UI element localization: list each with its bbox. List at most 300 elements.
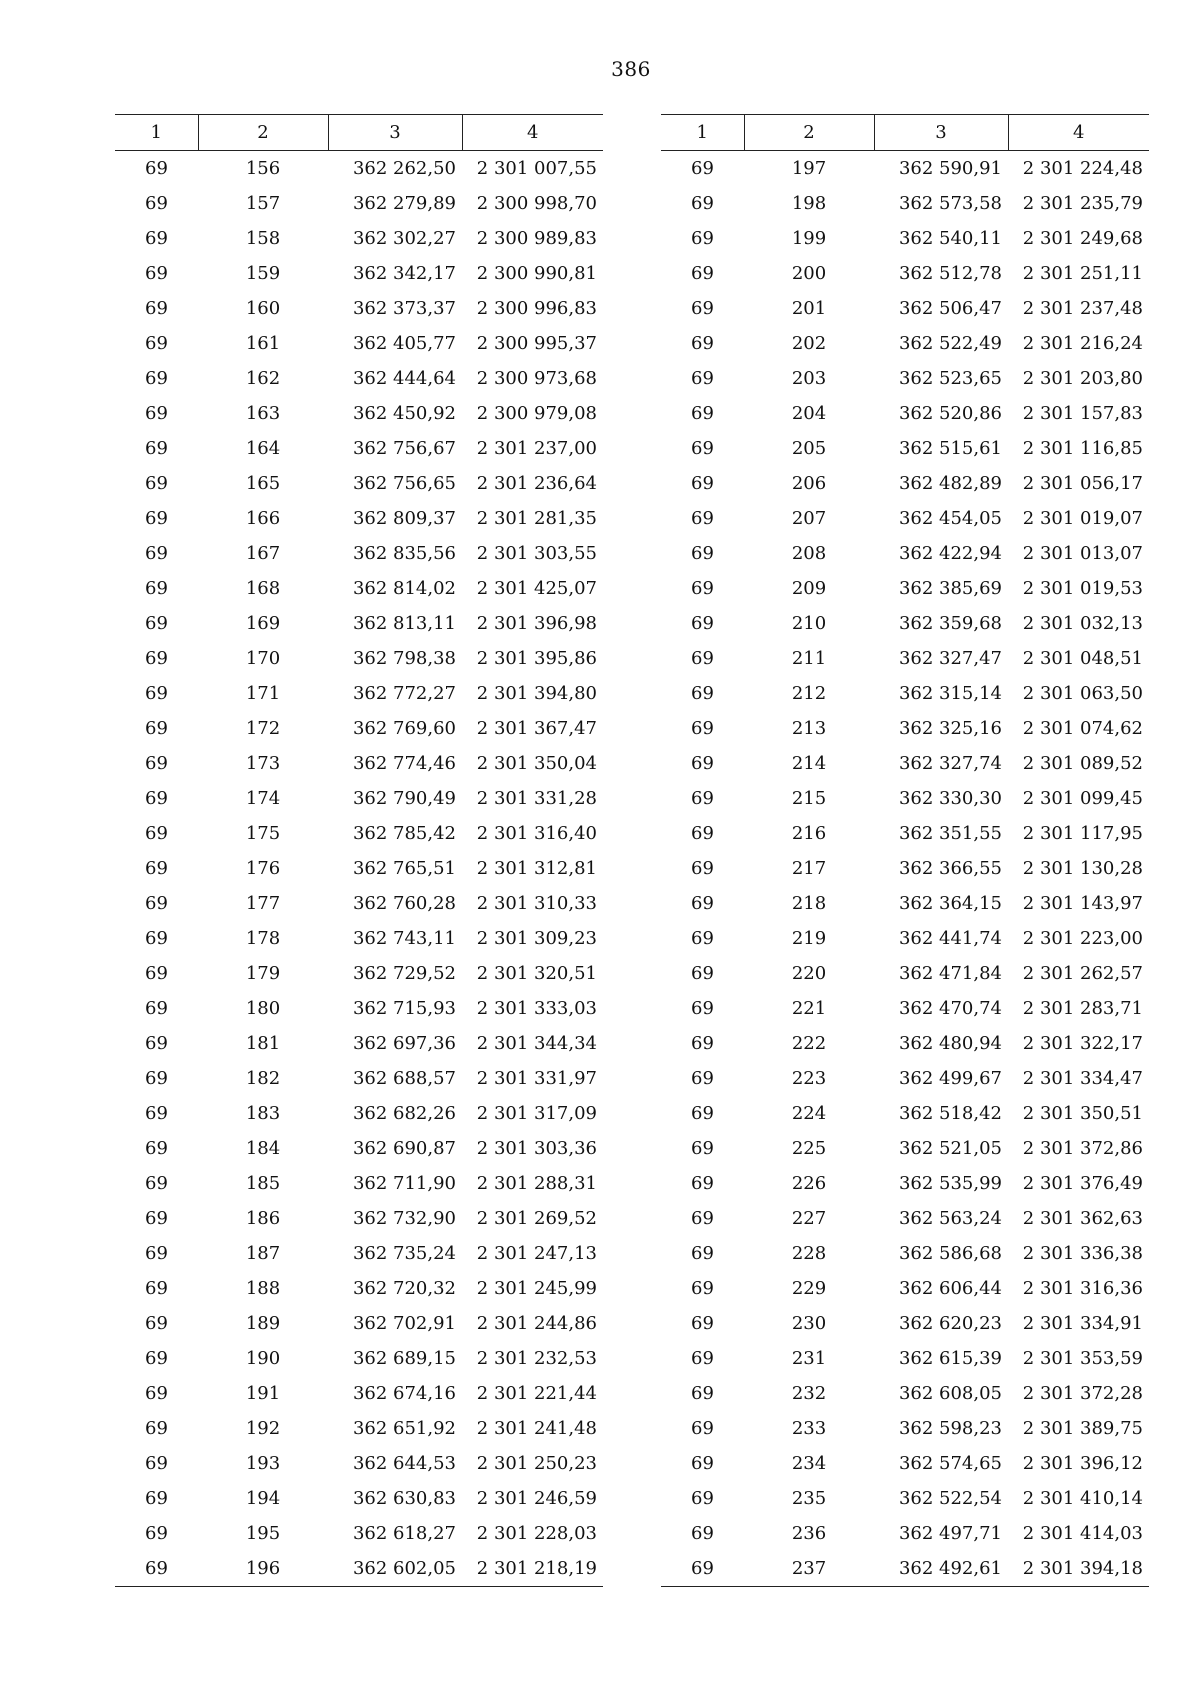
cell-coordinate-y: 2 301 241,48 <box>476 1418 597 1439</box>
column-header-2: 2 <box>198 115 328 151</box>
cell-contour-number: 69 <box>145 1453 168 1474</box>
cell-point-number: 170 <box>245 648 281 669</box>
table-row <box>661 256 1149 291</box>
cell-coordinate-y: 2 301 316,36 <box>1022 1278 1143 1299</box>
cell-coordinate-y: 2 301 353,59 <box>1022 1348 1143 1369</box>
table-row <box>115 361 603 396</box>
cell-point-number: 198 <box>791 193 827 214</box>
cell-coordinate-y: 2 301 414,03 <box>1022 1523 1143 1544</box>
cell-contour-number: 69 <box>145 263 168 284</box>
cell-point-number: 227 <box>791 1208 827 1229</box>
table-row <box>115 921 603 956</box>
cell-coordinate-y: 2 301 395,86 <box>476 648 597 669</box>
cell-contour-number: 69 <box>145 543 168 564</box>
cell-contour-number: 69 <box>691 578 714 599</box>
cell-coordinate-y: 2 300 979,08 <box>476 403 597 424</box>
cell-contour-number: 69 <box>691 683 714 704</box>
cell-point-number: 177 <box>245 893 281 914</box>
cell-point-number: 206 <box>791 473 827 494</box>
cell-contour-number: 69 <box>145 368 168 389</box>
cell-contour-number: 69 <box>145 928 168 949</box>
cell-coordinate-y: 2 301 320,51 <box>476 963 597 984</box>
table-row <box>661 396 1149 431</box>
cell-coordinate-y: 2 301 247,13 <box>476 1243 597 1264</box>
table-row <box>115 781 603 816</box>
cell-contour-number: 69 <box>145 1418 168 1439</box>
cell-point-number: 197 <box>791 158 827 179</box>
cell-coordinate-y: 2 300 995,37 <box>476 333 597 354</box>
cell-coordinate-x: 362 756,67 <box>352 438 456 459</box>
cell-coordinate-x: 362 450,92 <box>352 403 456 424</box>
cell-coordinate-y: 2 301 396,12 <box>1022 1453 1143 1474</box>
table-row <box>115 1341 603 1376</box>
cell-coordinate-y: 2 301 269,52 <box>476 1208 597 1229</box>
column-header-1: 1 <box>115 115 198 151</box>
table-row <box>115 1166 603 1201</box>
table-row <box>661 571 1149 606</box>
table-row <box>115 746 603 781</box>
cell-coordinate-y: 2 301 376,49 <box>1022 1173 1143 1194</box>
cell-coordinate-y: 2 301 223,00 <box>1022 928 1143 949</box>
cell-coordinate-x: 362 405,77 <box>352 333 456 354</box>
cell-coordinate-x: 362 785,42 <box>352 823 456 844</box>
table-row <box>115 991 603 1026</box>
table-row <box>115 501 603 536</box>
table-row <box>115 1236 603 1271</box>
cell-point-number: 181 <box>245 1033 281 1054</box>
cell-coordinate-y: 2 301 228,03 <box>476 1523 597 1544</box>
cell-coordinate-x: 362 606,44 <box>898 1278 1002 1299</box>
cell-contour-number: 69 <box>145 1313 168 1334</box>
table-row <box>115 676 603 711</box>
cell-contour-number: 69 <box>145 1278 168 1299</box>
cell-coordinate-y: 2 301 333,03 <box>476 998 597 1019</box>
cell-point-number: 175 <box>245 823 281 844</box>
table-row <box>661 1271 1149 1306</box>
cell-point-number: 213 <box>791 718 827 739</box>
cell-coordinate-x: 362 523,65 <box>898 368 1002 389</box>
table-row <box>115 1376 603 1411</box>
table-row <box>661 851 1149 886</box>
cell-coordinate-y: 2 301 309,23 <box>476 928 597 949</box>
cell-contour-number: 69 <box>691 193 714 214</box>
table-row <box>661 1481 1149 1516</box>
cell-point-number: 215 <box>791 788 827 809</box>
table-row <box>115 1061 603 1096</box>
cell-coordinate-x: 362 262,50 <box>352 158 456 179</box>
cell-coordinate-y: 2 301 350,04 <box>476 753 597 774</box>
cell-point-number: 230 <box>791 1313 827 1334</box>
cell-coordinate-x: 362 359,68 <box>898 613 1002 634</box>
cell-coordinate-x: 362 615,39 <box>898 1348 1002 1369</box>
cell-coordinate-y: 2 301 372,28 <box>1022 1383 1143 1404</box>
cell-coordinate-y: 2 301 394,80 <box>476 683 597 704</box>
table-row <box>661 151 1149 187</box>
cell-coordinate-x: 362 492,61 <box>874 1551 1008 1587</box>
cell-point-number: 172 <box>245 718 281 739</box>
cell-coordinate-x: 362 373,37 <box>352 298 456 319</box>
cell-contour-number: 69 <box>691 158 714 179</box>
table-row <box>115 886 603 921</box>
cell-coordinate-x: 362 325,16 <box>898 718 1002 739</box>
table-row <box>115 1481 603 1516</box>
cell-coordinate-y: 2 301 410,14 <box>1022 1488 1143 1509</box>
cell-contour-number: 69 <box>691 1383 714 1404</box>
cell-point-number: 193 <box>245 1453 281 1474</box>
cell-coordinate-y: 2 300 996,83 <box>476 298 597 319</box>
table-row <box>661 466 1149 501</box>
cell-contour-number: 69 <box>145 718 168 739</box>
cell-point-number: 233 <box>791 1418 827 1439</box>
cell-coordinate-y: 2 301 116,85 <box>1022 438 1143 459</box>
cell-coordinate-x: 362 735,24 <box>352 1243 456 1264</box>
table-row <box>661 1446 1149 1481</box>
cell-coordinate-y: 2 301 322,17 <box>1022 1033 1143 1054</box>
table-row <box>661 361 1149 396</box>
coordinates-table-right <box>661 114 1149 1587</box>
cell-point-number: 184 <box>245 1138 281 1159</box>
cell-coordinate-y: 2 301 235,79 <box>1022 193 1143 214</box>
table-row <box>661 1096 1149 1131</box>
cell-contour-number: 69 <box>145 1488 168 1509</box>
cell-coordinate-x: 362 765,51 <box>352 858 456 879</box>
cell-contour-number: 69 <box>145 648 168 669</box>
cell-coordinate-x: 362 342,17 <box>352 263 456 284</box>
table-row <box>115 1201 603 1236</box>
cell-coordinate-y: 2 301 251,11 <box>1022 263 1143 284</box>
cell-coordinate-x: 362 732,90 <box>352 1208 456 1229</box>
cell-coordinate-y: 2 301 203,80 <box>1022 368 1143 389</box>
cell-coordinate-y: 2 301 032,13 <box>1022 613 1143 634</box>
cell-contour-number: 69 <box>145 193 168 214</box>
cell-point-number: 195 <box>245 1523 281 1544</box>
table-row <box>661 291 1149 326</box>
cell-contour-number: 69 <box>691 1103 714 1124</box>
cell-point-number: 171 <box>245 683 281 704</box>
table-row <box>661 1061 1149 1096</box>
table-row <box>115 606 603 641</box>
column-header-2: 2 <box>744 115 874 151</box>
cell-contour-number: 69 <box>145 228 168 249</box>
cell-point-number: 204 <box>791 403 827 424</box>
cell-coordinate-x: 362 756,65 <box>352 473 456 494</box>
cell-point-number: 205 <box>791 438 827 459</box>
cell-point-number: 189 <box>245 1313 281 1334</box>
cell-contour-number: 69 <box>691 1348 714 1369</box>
table-row <box>661 536 1149 571</box>
cell-contour-number: 69 <box>691 1523 714 1544</box>
table-row <box>115 956 603 991</box>
cell-coordinate-y: 2 301 232,53 <box>476 1348 597 1369</box>
table-row <box>115 1096 603 1131</box>
cell-point-number: 207 <box>791 508 827 529</box>
cell-contour-number: 69 <box>145 333 168 354</box>
cell-coordinate-y: 2 301 048,51 <box>1022 648 1143 669</box>
cell-coordinate-x: 362 690,87 <box>352 1138 456 1159</box>
cell-contour-number: 69 <box>691 1138 714 1159</box>
column-header-3: 3 <box>874 115 1008 151</box>
cell-coordinate-x: 362 590,91 <box>898 158 1002 179</box>
cell-contour-number: 69 <box>145 1103 168 1124</box>
cell-point-number: 212 <box>791 683 827 704</box>
table-row <box>115 536 603 571</box>
cell-point-number: 216 <box>791 823 827 844</box>
cell-coordinate-y: 2 301 317,09 <box>476 1103 597 1124</box>
cell-coordinate-x: 362 574,65 <box>898 1453 1002 1474</box>
table-row <box>115 816 603 851</box>
cell-coordinate-y: 2 301 331,28 <box>476 788 597 809</box>
table-row <box>661 1341 1149 1376</box>
cell-coordinate-x: 362 674,16 <box>352 1383 456 1404</box>
cell-contour-number: 69 <box>691 438 714 459</box>
table-row <box>115 396 603 431</box>
cell-point-number: 161 <box>245 333 281 354</box>
cell-coordinate-x: 362 512,78 <box>898 263 1002 284</box>
table-row <box>661 956 1149 991</box>
cell-coordinate-y: 2 300 990,81 <box>476 263 597 284</box>
cell-coordinate-x: 362 302,27 <box>352 228 456 249</box>
cell-point-number: 179 <box>245 963 281 984</box>
cell-contour-number: 69 <box>145 473 168 494</box>
cell-point-number: 208 <box>791 543 827 564</box>
table-row <box>115 1551 603 1587</box>
cell-coordinate-y: 2 301 221,44 <box>476 1383 597 1404</box>
cell-coordinate-x: 362 515,61 <box>898 438 1002 459</box>
cell-point-number: 167 <box>245 543 281 564</box>
cell-contour-number: 69 <box>691 1488 714 1509</box>
cell-contour-number: 69 <box>145 1068 168 1089</box>
cell-contour-number: 69 <box>691 788 714 809</box>
table-row <box>661 1131 1149 1166</box>
cell-point-number: 190 <box>245 1348 281 1369</box>
table-row <box>661 991 1149 1026</box>
cell-point-number: 186 <box>245 1208 281 1229</box>
cell-coordinate-x: 362 720,32 <box>352 1278 456 1299</box>
table-row <box>115 1026 603 1061</box>
cell-coordinate-x: 362 351,55 <box>898 823 1002 844</box>
cell-coordinate-x: 362 772,27 <box>352 683 456 704</box>
cell-coordinate-x: 362 518,42 <box>898 1103 1002 1124</box>
cell-contour-number: 69 <box>691 228 714 249</box>
table-row <box>115 326 603 361</box>
cell-coordinate-y: 2 301 303,55 <box>476 543 597 564</box>
cell-coordinate-y: 2 301 245,99 <box>476 1278 597 1299</box>
cell-contour-number: 69 <box>145 1243 168 1264</box>
column-header-4: 4 <box>462 115 603 151</box>
cell-point-number: 224 <box>791 1103 827 1124</box>
cell-coordinate-x: 362 497,71 <box>898 1523 1002 1544</box>
table-row <box>115 221 603 256</box>
table-row <box>115 641 603 676</box>
cell-contour-number: 69 <box>691 998 714 1019</box>
cell-contour-number: 69 <box>691 1068 714 1089</box>
cell-coordinate-y: 2 301 389,75 <box>1022 1418 1143 1439</box>
cell-contour-number: 69 <box>145 158 168 179</box>
cell-coordinate-x: 362 769,60 <box>352 718 456 739</box>
table-row <box>115 1306 603 1341</box>
cell-contour-number: 69 <box>145 858 168 879</box>
table-row <box>661 1236 1149 1271</box>
cell-coordinate-y: 2 301 218,19 <box>462 1551 603 1587</box>
cell-point-number: 231 <box>791 1348 827 1369</box>
cell-point-number: 218 <box>791 893 827 914</box>
cell-coordinate-y: 2 301 007,55 <box>476 158 597 179</box>
cell-contour-number: 69 <box>145 438 168 459</box>
cell-coordinate-y: 2 301 056,17 <box>1022 473 1143 494</box>
cell-coordinate-x: 362 598,23 <box>898 1418 1002 1439</box>
cell-point-number: 164 <box>245 438 281 459</box>
cell-coordinate-x: 362 520,86 <box>898 403 1002 424</box>
cell-point-number: 180 <box>245 998 281 1019</box>
table-row <box>661 326 1149 361</box>
cell-coordinate-x: 362 651,92 <box>352 1418 456 1439</box>
cell-coordinate-y: 2 301 312,81 <box>476 858 597 879</box>
cell-contour-number: 69 <box>691 1418 714 1439</box>
cell-coordinate-x: 362 441,74 <box>898 928 1002 949</box>
cell-contour-number: 69 <box>145 1383 168 1404</box>
cell-coordinate-y: 2 301 130,28 <box>1022 858 1143 879</box>
table-row <box>661 606 1149 641</box>
cell-point-number: 217 <box>791 858 827 879</box>
cell-coordinate-x: 362 364,15 <box>898 893 1002 914</box>
table-row <box>115 1516 603 1551</box>
table-row <box>115 1446 603 1481</box>
cell-point-number: 200 <box>791 263 827 284</box>
cell-point-number: 188 <box>245 1278 281 1299</box>
cell-point-number: 196 <box>198 1551 328 1587</box>
cell-coordinate-y: 2 301 117,95 <box>1022 823 1143 844</box>
cell-coordinate-x: 362 482,89 <box>898 473 1002 494</box>
cell-contour-number: 69 <box>691 613 714 634</box>
table-row <box>115 151 603 187</box>
cell-point-number: 226 <box>791 1173 827 1194</box>
cell-coordinate-y: 2 301 074,62 <box>1022 718 1143 739</box>
cell-point-number: 234 <box>791 1453 827 1474</box>
cell-point-number: 166 <box>245 508 281 529</box>
cell-coordinate-y: 2 301 316,40 <box>476 823 597 844</box>
column-header-1: 1 <box>661 115 744 151</box>
cell-contour-number: 69 <box>145 823 168 844</box>
column-header-4: 4 <box>1008 115 1149 151</box>
table-row <box>115 256 603 291</box>
cell-coordinate-y: 2 301 344,34 <box>476 1033 597 1054</box>
cell-point-number: 182 <box>245 1068 281 1089</box>
cell-coordinate-y: 2 301 303,36 <box>476 1138 597 1159</box>
cell-point-number: 201 <box>791 298 827 319</box>
cell-point-number: 211 <box>791 648 827 669</box>
cell-point-number: 199 <box>791 228 827 249</box>
cell-coordinate-x: 362 454,05 <box>898 508 1002 529</box>
cell-coordinate-x: 362 729,52 <box>352 963 456 984</box>
cell-coordinate-x: 362 760,28 <box>352 893 456 914</box>
cell-coordinate-x: 362 798,38 <box>352 648 456 669</box>
cell-coordinate-x: 362 702,91 <box>352 1313 456 1334</box>
cell-contour-number: 69 <box>145 963 168 984</box>
cell-coordinate-x: 362 522,49 <box>898 333 1002 354</box>
table-row <box>115 571 603 606</box>
cell-point-number: 169 <box>245 613 281 634</box>
cell-coordinate-x: 362 644,53 <box>352 1453 456 1474</box>
cell-point-number: 229 <box>791 1278 827 1299</box>
cell-point-number: 158 <box>245 228 281 249</box>
cell-contour-number: 69 <box>145 1173 168 1194</box>
cell-contour-number: 69 <box>145 893 168 914</box>
column-header-3: 3 <box>328 115 462 151</box>
cell-contour-number: 69 <box>691 893 714 914</box>
cell-contour-number: 69 <box>145 298 168 319</box>
table-row <box>661 641 1149 676</box>
cell-point-number: 183 <box>245 1103 281 1124</box>
cell-coordinate-x: 362 327,74 <box>898 753 1002 774</box>
cell-coordinate-x: 362 715,93 <box>352 998 456 1019</box>
cell-coordinate-y: 2 301 013,07 <box>1022 543 1143 564</box>
cell-point-number: 237 <box>744 1551 874 1587</box>
cell-coordinate-x: 362 480,94 <box>898 1033 1002 1054</box>
cell-coordinate-x: 362 586,68 <box>898 1243 1002 1264</box>
cell-coordinate-y: 2 301 310,33 <box>476 893 597 914</box>
table-row <box>661 221 1149 256</box>
cell-coordinate-x: 362 563,24 <box>898 1208 1002 1229</box>
table-row <box>115 431 603 466</box>
cell-coordinate-x: 362 689,15 <box>352 1348 456 1369</box>
cell-coordinate-y: 2 301 249,68 <box>1022 228 1143 249</box>
cell-coordinate-x: 362 470,74 <box>898 998 1002 1019</box>
cell-coordinate-y: 2 301 331,97 <box>476 1068 597 1089</box>
cell-point-number: 191 <box>245 1383 281 1404</box>
cell-contour-number: 69 <box>691 858 714 879</box>
table-row <box>661 816 1149 851</box>
cell-coordinate-x: 362 790,49 <box>352 788 456 809</box>
cell-coordinate-x: 362 330,30 <box>898 788 1002 809</box>
cell-coordinate-y: 2 301 236,64 <box>476 473 597 494</box>
table-row <box>661 676 1149 711</box>
cell-coordinate-y: 2 301 425,07 <box>476 578 597 599</box>
cell-coordinate-x: 362 366,55 <box>898 858 1002 879</box>
table-row <box>115 711 603 746</box>
cell-coordinate-x: 362 743,11 <box>352 928 456 949</box>
header-row <box>115 115 603 151</box>
cell-coordinate-y: 2 301 396,98 <box>476 613 597 634</box>
cell-coordinate-x: 362 385,69 <box>898 578 1002 599</box>
cell-coordinate-y: 2 301 334,91 <box>1022 1313 1143 1334</box>
cell-point-number: 156 <box>245 158 281 179</box>
cell-point-number: 214 <box>791 753 827 774</box>
table-row <box>661 1201 1149 1236</box>
cell-point-number: 203 <box>791 368 827 389</box>
table-row <box>115 466 603 501</box>
cell-contour-number: 69 <box>691 298 714 319</box>
cell-point-number: 185 <box>245 1173 281 1194</box>
table-row <box>115 186 603 221</box>
cell-coordinate-x: 362 630,83 <box>352 1488 456 1509</box>
cell-contour-number: 69 <box>145 998 168 1019</box>
table-row <box>661 186 1149 221</box>
cell-contour-number: 69 <box>691 543 714 564</box>
table-row <box>661 1026 1149 1061</box>
cell-coordinate-x: 362 522,54 <box>898 1488 1002 1509</box>
cell-point-number: 223 <box>791 1068 827 1089</box>
table-row <box>661 711 1149 746</box>
cell-contour-number: 69 <box>691 928 714 949</box>
table-row <box>115 1411 603 1446</box>
cell-coordinate-x: 362 682,26 <box>352 1103 456 1124</box>
cell-contour-number: 69 <box>691 368 714 389</box>
cell-coordinate-y: 2 301 237,48 <box>1022 298 1143 319</box>
cell-coordinate-y: 2 301 367,47 <box>476 718 597 739</box>
cell-coordinate-x: 362 327,47 <box>898 648 1002 669</box>
cell-contour-number: 69 <box>691 963 714 984</box>
cell-coordinate-x: 362 602,05 <box>328 1551 462 1587</box>
